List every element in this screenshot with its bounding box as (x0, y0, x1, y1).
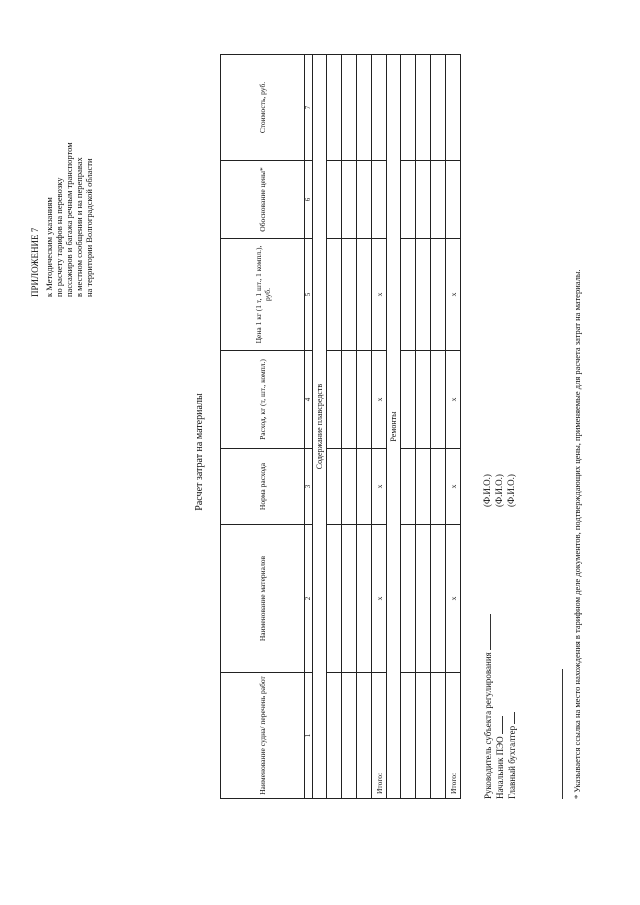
x-mark: х (446, 525, 461, 673)
table-row (416, 55, 431, 799)
section-row (387, 55, 401, 799)
signature-underline (494, 716, 503, 734)
fio-peo: (Ф.И.О.) (494, 474, 504, 507)
total-row (372, 55, 387, 799)
col-header: Норма расхода (221, 449, 305, 525)
column-number: 6 (305, 161, 313, 239)
fio-accountant: (Ф.И.О.) (506, 474, 516, 507)
appendix-line: в местном сообщении и на переправах (74, 157, 84, 297)
x-mark: х (372, 351, 387, 449)
appendix-line: по расчету тарифов на перевозку (54, 177, 64, 297)
signature-label: Главный бухгалтер (507, 725, 517, 799)
column-number: 5 (305, 239, 313, 351)
table-row (357, 55, 372, 799)
signature-line-head (482, 614, 494, 799)
rotated-page (20, 17, 620, 887)
signature-line-accountant (506, 712, 518, 799)
x-mark: х (446, 239, 461, 351)
appendix-block (30, 27, 94, 297)
footnote: * Указывается ссылка на место нахождения в тарифном деле документов, подтверждающих цены, применяемые для расчета затрат на материалы. (572, 269, 582, 799)
column-number: 7 (305, 55, 313, 161)
appendix-line: к Методическим указаниям (44, 197, 54, 297)
x-mark: х (446, 449, 461, 525)
total-row (446, 55, 461, 799)
signature-label: Начальник ПЭО (495, 736, 505, 799)
signature-line-peo (494, 716, 506, 799)
column-number: 3 (305, 449, 313, 525)
table-row (327, 55, 342, 799)
column-number: 2 (305, 525, 313, 673)
section-title: Содержание плавсредств (313, 55, 327, 799)
table-row (342, 55, 357, 799)
table-row (431, 55, 446, 799)
appendix-line: на территории Волгоградской области (84, 158, 94, 297)
x-mark: х (446, 351, 461, 449)
x-mark: х (372, 449, 387, 525)
footnote-separator (562, 669, 563, 799)
col-header: Цена 1 кг (1 т, 1 шт., 1 компл.), руб. (221, 239, 305, 351)
fio-head: (Ф.И.О.) (482, 474, 492, 507)
table-row (401, 55, 416, 799)
col-header: Стоимость, руб. (221, 55, 305, 161)
appendix-line: пассажиров и багажа речным транспортом (64, 142, 74, 297)
col-header: Расход, кг (т, шт., компл.) (221, 351, 305, 449)
header-row (221, 55, 305, 799)
materials-table (220, 54, 461, 799)
x-mark: х (372, 239, 387, 351)
appendix-title: ПРИЛОЖЕНИЕ 7 (30, 227, 40, 297)
total-label: Итого: (372, 673, 387, 799)
total-label: Итого: (446, 673, 461, 799)
column-number: 1 (305, 673, 313, 799)
col-header: Наименование судна/ перечень работ (221, 673, 305, 799)
signature-label: Руководитель субъекта регулирования (483, 652, 493, 799)
section-title: Ремонты (387, 55, 401, 799)
signature-underline (506, 712, 515, 724)
column-number-row (305, 55, 313, 799)
column-number: 4 (305, 351, 313, 449)
col-header: Наименование материалов (221, 525, 305, 673)
signature-underline (482, 614, 491, 650)
x-mark: х (372, 525, 387, 673)
section-row (313, 55, 327, 799)
document-title: Расчет затрат на материалы (194, 393, 205, 511)
col-header: Обоснование цены* (221, 161, 305, 239)
